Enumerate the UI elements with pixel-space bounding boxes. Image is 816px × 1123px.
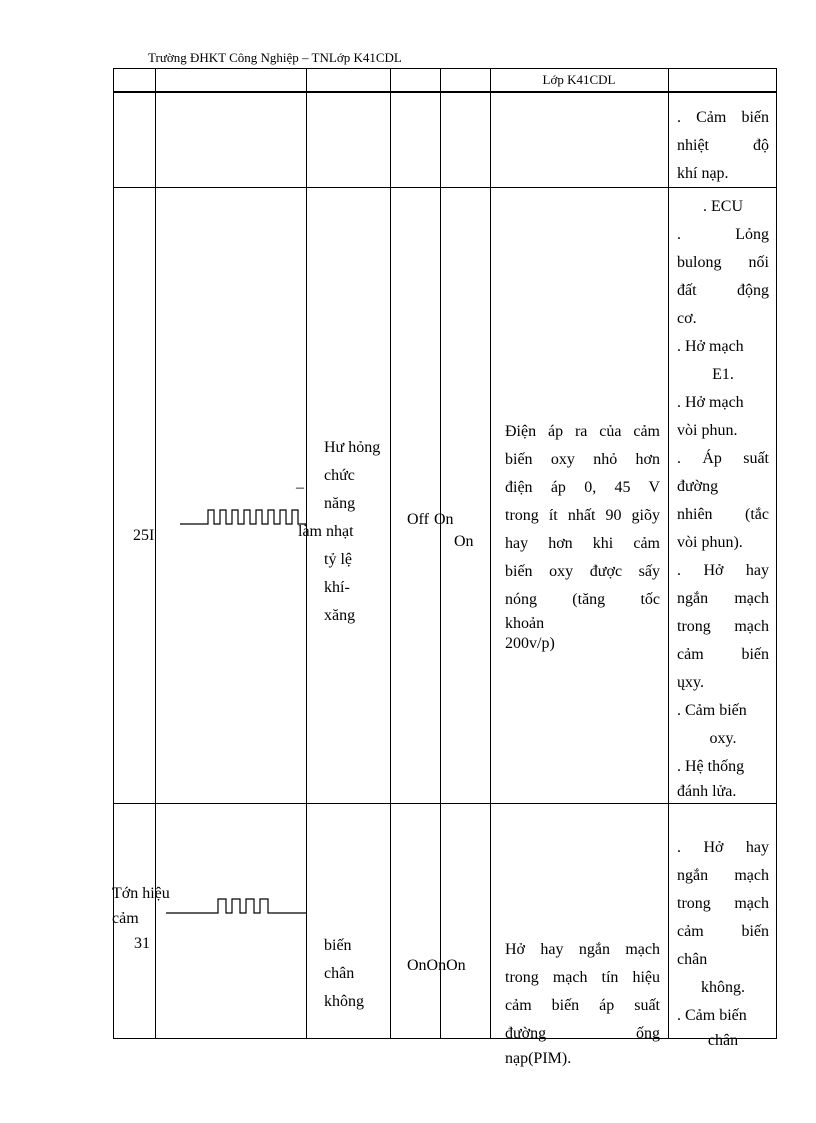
cause-line: vòi phun. <box>677 422 738 439</box>
cause-line: . Cảm biến <box>677 1007 747 1024</box>
row2-status-on-2: On <box>454 533 474 550</box>
description-line: khoản <box>505 615 545 632</box>
code-line: Tớn hiệu <box>112 885 170 902</box>
row3-status: OnOnOn <box>407 957 466 974</box>
condition-line: chức <box>324 467 355 484</box>
row2-status-on: On <box>434 511 454 528</box>
cause-line: cảm biến <box>677 923 769 940</box>
row2-description <box>505 418 660 654</box>
class-label: Lớp K41CDL <box>542 72 616 87</box>
description-line: Hở hay ngắn mạch <box>505 941 660 958</box>
condition-line: Hư hỏng <box>324 439 381 456</box>
condition-line: năng <box>324 495 356 512</box>
row2-dash: – <box>296 479 304 496</box>
description-line: hay hơn khi cảm <box>505 535 660 552</box>
cause-line: ngắn mạch <box>677 867 769 884</box>
cause-line: . Cảm biến <box>677 109 769 126</box>
cause-line: . Hở hay <box>677 562 769 579</box>
row2-status-off: Off <box>407 511 429 528</box>
cause-line: . Lỏng <box>677 226 769 243</box>
description-line: nóng (tăng tốc <box>505 591 660 608</box>
code-line: 31 <box>134 935 150 952</box>
cause-line: . Hở mạch <box>677 338 744 355</box>
description-line: Điện áp ra của cảm <box>505 423 660 440</box>
cause-line: . Hở mạch <box>677 394 744 411</box>
cause-line: . Cảm biến <box>677 702 747 719</box>
condition-line: tỷ lệ <box>324 551 352 568</box>
description-line: cảm biến áp suất <box>505 997 660 1014</box>
condition-line: không <box>324 993 364 1010</box>
description-line: 200v/p) <box>505 635 555 652</box>
cause-line: ųxy. <box>677 674 704 691</box>
cause-line: ngắn mạch <box>677 590 769 607</box>
cause-line: vòi phun). <box>677 534 743 551</box>
row1-causes <box>677 104 769 188</box>
cause-line: trong mạch <box>677 895 769 912</box>
document-header: Trường ĐHKT Công Nghiệp – TNLớp K41CDL <box>148 50 402 65</box>
cause-line: không. <box>701 979 745 996</box>
cause-line: cảm biến <box>677 646 769 663</box>
row3-condition <box>324 932 364 1016</box>
cause-line: chân <box>677 951 708 968</box>
description-line: biến oxy nhỏ hơn <box>505 451 660 468</box>
description-line: đường ống <box>505 1025 660 1042</box>
row3-pulse-signal-icon <box>166 895 306 917</box>
row3-causes <box>677 834 769 1052</box>
cause-line: đất động <box>677 282 769 299</box>
description-line: trong mạch tín hiệu <box>505 969 660 986</box>
cause-line: . ECU <box>703 198 743 215</box>
cause-line: oxy. <box>709 730 737 747</box>
row3-description <box>505 936 660 1070</box>
condition-line: làm nhạt <box>298 523 354 540</box>
row2-condition <box>298 434 381 630</box>
description-line: nạp(PIM). <box>505 1050 572 1067</box>
cause-line: đánh lửa. <box>677 783 737 800</box>
description-line: trong ít nhất 90 giõy <box>505 507 660 524</box>
cause-line: khí nạp. <box>677 165 729 182</box>
condition-line: khí- <box>324 579 350 596</box>
cause-line: nhiên (tắc <box>677 506 769 523</box>
cause-line: E1. <box>712 366 734 383</box>
code-line: cảm <box>112 910 139 927</box>
row2-pulse-signal-icon <box>180 505 306 531</box>
condition-line: chân <box>324 965 355 982</box>
description-line: biến oxy được sấy <box>505 563 660 580</box>
cause-line: nhiệt độ <box>677 137 769 154</box>
condition-line: xăng <box>324 607 356 624</box>
cause-line: đường <box>677 478 719 495</box>
cause-line: . Áp suất <box>677 450 769 467</box>
cause-line: chân <box>707 1032 739 1049</box>
cause-line: cơ. <box>677 310 697 327</box>
row2-causes <box>677 193 769 803</box>
cause-line: . Hở hay <box>677 839 769 856</box>
cause-line: bulong nối <box>677 254 769 271</box>
description-line: điện áp 0, 45 V <box>505 479 660 496</box>
row3-code <box>112 880 170 958</box>
cause-line: trong mạch <box>677 618 769 635</box>
condition-line: biến <box>324 937 352 954</box>
cause-line: . Hệ thống <box>677 758 745 775</box>
row2-code: 25I <box>133 527 155 544</box>
